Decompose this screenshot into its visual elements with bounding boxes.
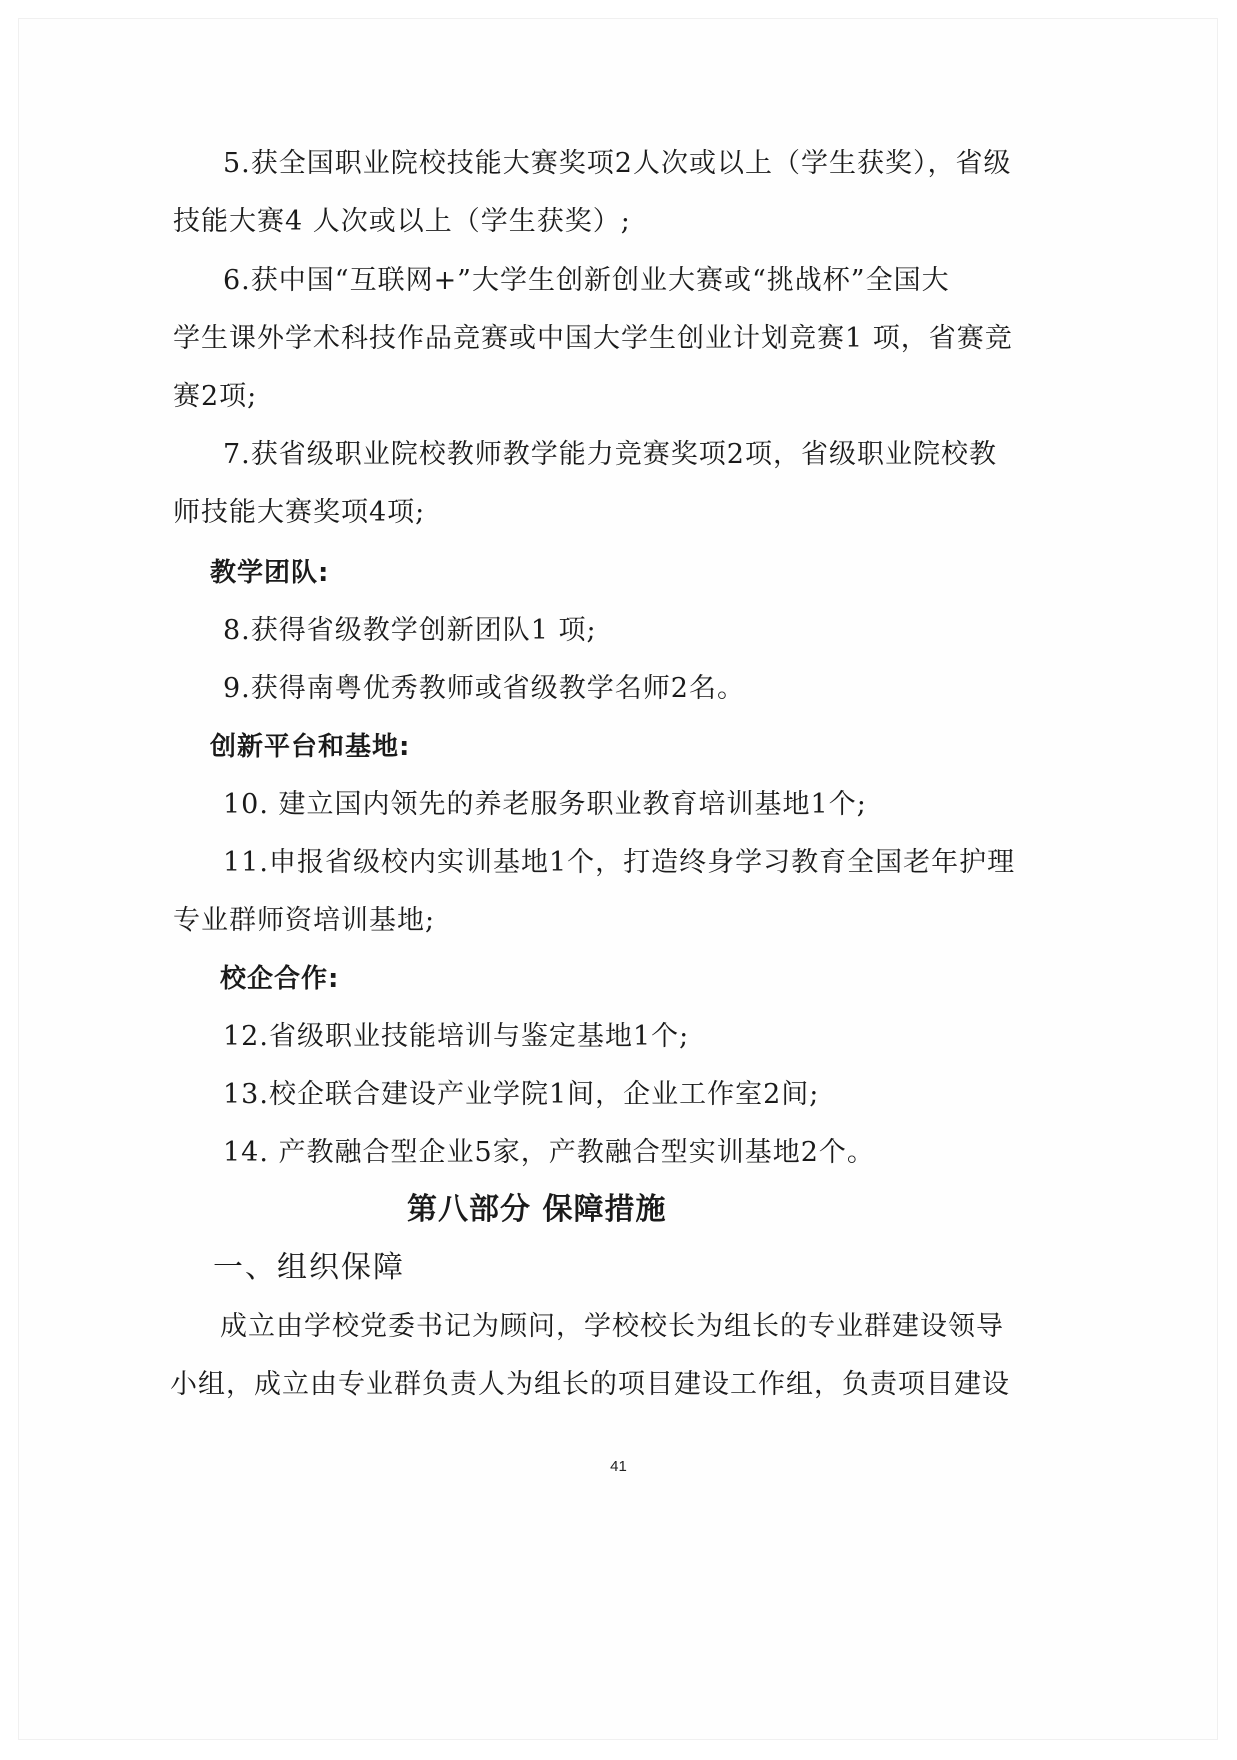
item-10: 10. 建立国内领先的养老服务职业教育培训基地1个;	[223, 789, 867, 820]
item-7-line-1: 7.获省级职业院校教师教学能力竞赛奖项2项，省级职业院校教	[223, 439, 997, 470]
paragraph-line-2: 小组，成立由专业群负责人为组长的项目建设工作组，负责项目建设	[170, 1369, 1010, 1400]
section-title: 一、组织保障	[213, 1250, 405, 1285]
item-11-line-2: 专业群师资培训基地;	[173, 905, 436, 936]
item-13: 13.校企联合建设产业学院1间，企业工作室2间;	[223, 1079, 820, 1110]
item-8: 8.获得省级教学创新团队1 项;	[223, 615, 597, 646]
item-5-line-2: 技能大赛4 人次或以上（学生获奖）;	[173, 206, 631, 237]
item-6-line-3: 赛2项;	[173, 381, 258, 412]
item-6-line-2: 学生课外学术科技作品竞赛或中国大学生创业计划竞赛1 项，省赛竞	[173, 323, 1013, 354]
item-11-line-1: 11.申报省级校内实训基地1个，打造终身学习教育全国老年护理	[223, 847, 1016, 878]
teaching-team-heading: 教学团队:	[210, 558, 330, 588]
item-6-line-1: 6.获中国“互联网+”大学生创新创业大赛或“挑战杯”全国大	[223, 265, 950, 296]
item-5-line-1: 5.获全国职业院校技能大赛奖项2人次或以上（学生获奖），省级	[223, 148, 1012, 179]
school-enterprise-heading: 校企合作:	[220, 964, 340, 994]
item-9: 9.获得南粤优秀教师或省级教学名师2名。	[223, 673, 745, 704]
item-14: 14. 产教融合型企业5家，产教融合型实训基地2个。	[223, 1137, 875, 1168]
item-12: 12.省级职业技能培训与鉴定基地1个;	[223, 1021, 690, 1052]
item-7-line-2: 师技能大赛奖项4项;	[173, 497, 426, 528]
paragraph-line-1: 成立由学校党委书记为顾问，学校校长为组长的专业群建设领导	[220, 1311, 1004, 1342]
page-number: 41	[610, 1458, 627, 1475]
part-title: 第八部分 保障措施	[407, 1192, 667, 1227]
platform-base-heading: 创新平台和基地:	[210, 732, 411, 762]
